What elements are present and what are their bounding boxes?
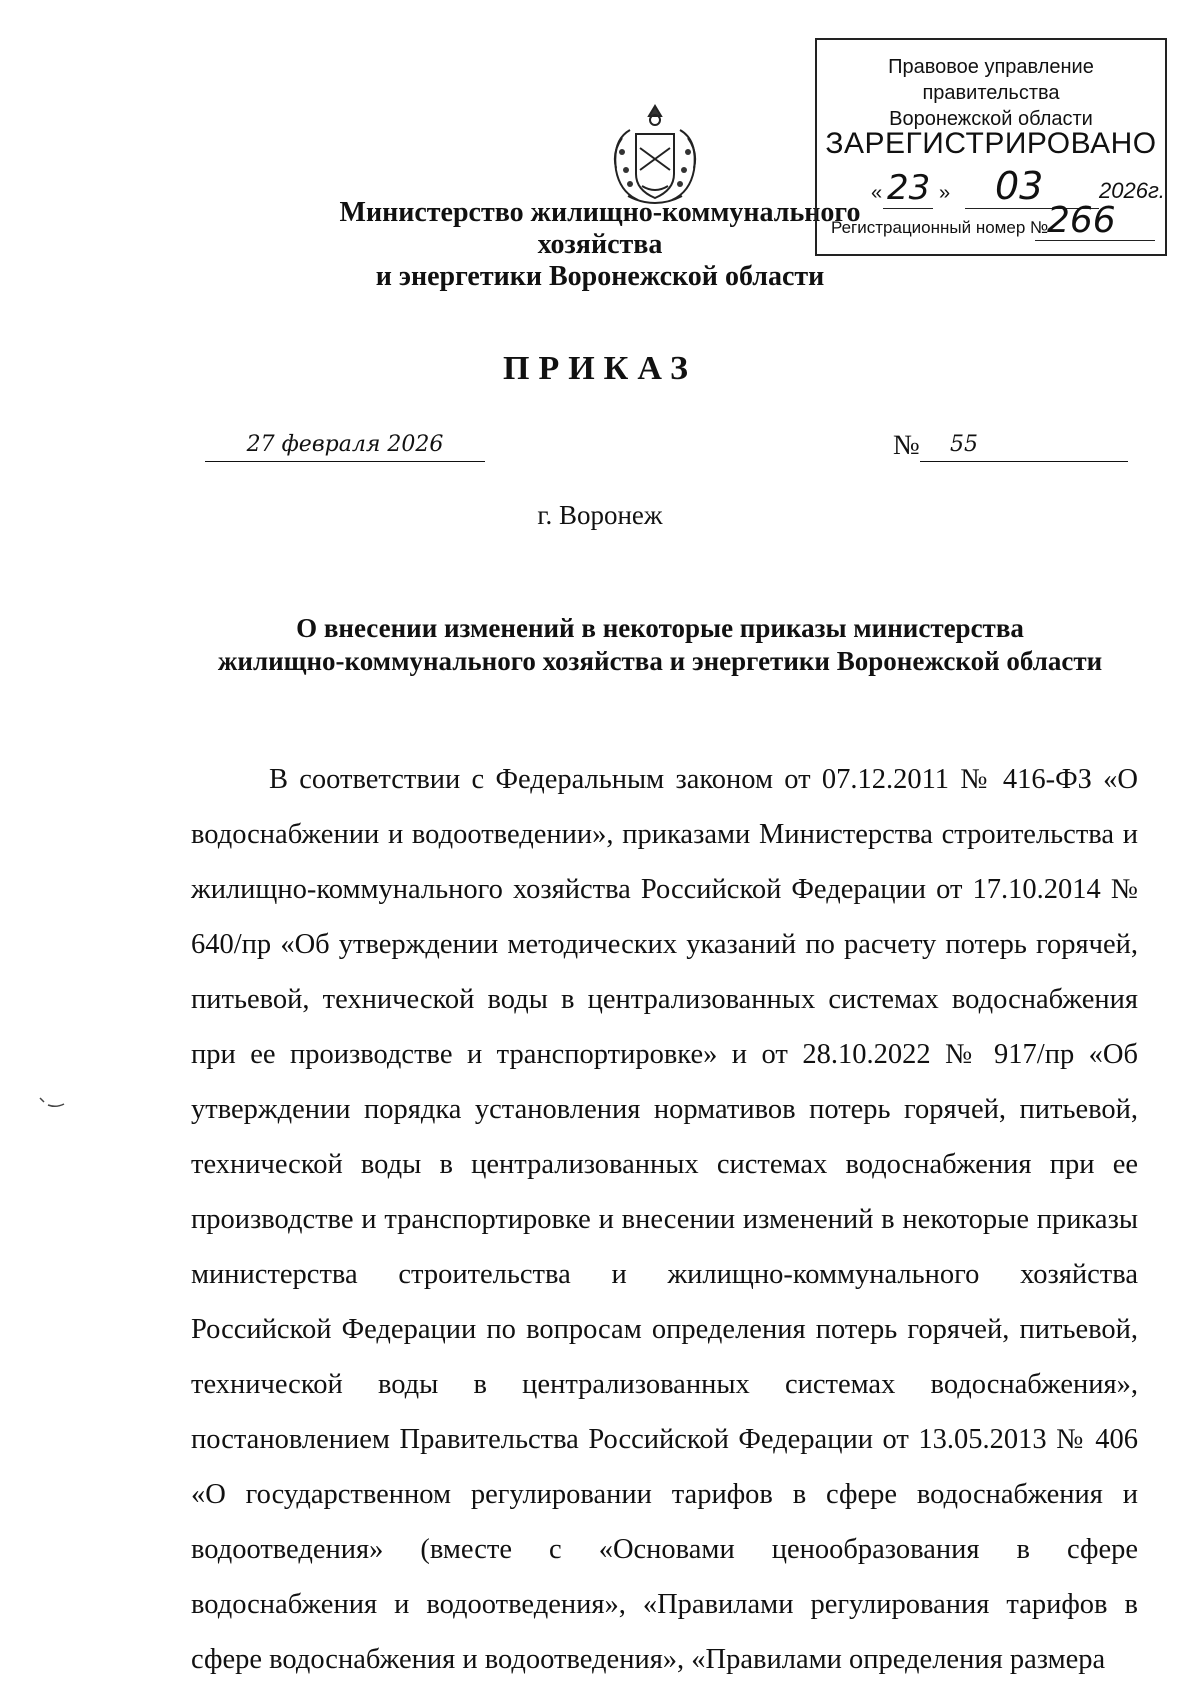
ministry-heading	[300, 197, 900, 293]
order-title: ПРИКАЗ	[503, 350, 697, 387]
stamp-day-line	[883, 208, 933, 209]
stamp-reg-line	[1035, 240, 1155, 241]
order-city: г. Воронеж	[537, 500, 663, 530]
registration-stamp	[815, 38, 1167, 256]
order-subject-line2: жилищно-коммунального хозяйства и энергетики Воронежской области	[217, 646, 1103, 676]
ministry-heading-line1: Министерство жилищно-коммунального хозяйства	[339, 197, 861, 260]
order-number-label: №	[893, 430, 920, 461]
coat-of-arms-emblem	[600, 100, 710, 212]
body-paragraph: В соответствии с Федеральным законом от 07.12.2011 № 416-ФЗ «О водоснабжении и водоотведении», приказами Министерства строительства и жилищно-коммунального хозяйства Российской Федерации от 17.10.2014 № 640/пр «Об утверждении методических указаний по расчету потерь горячей, питьевой, технической воды в централизованных системах водоснабжения при ее производстве и транспортировке» и от 28.10.2022 № 917/пр «Об утверждении порядка установления нормативов потерь горячей, питьевой, технической воды в централизованных системах водоснабжения при ее производстве и транспортировке и внесении изменений в некоторые приказы министерства строительства и жилищно-коммунального хозяйства Российской Федерации по вопросам определения потерь горячей, питьевой, технической воды в централизованных системах водоснабжения», постановлением Правительства Российской Федерации от 13.05.2013 № 406 «О государственном регулировании тарифов в сфере водоснабжения и водоотведения» (вместе с «Основами ценообразования в сфере водоснабжения и водоотведения», «Правилами регулирования тарифов в сфере водоснабжения и водоотведения», «Правилами определения размера	[191, 764, 1138, 1675]
scan-artifact	[38, 1096, 68, 1108]
stamp-month: 03	[995, 164, 1044, 208]
order-number: 55	[920, 432, 1128, 462]
stamp-day: 23	[887, 168, 931, 208]
order-subject	[190, 612, 1130, 678]
stamp-reg-label: Регистрационный номер №	[831, 218, 1049, 237]
order-subject-line1: О внесении изменений в некоторые приказы министерства	[296, 613, 1024, 643]
stamp-quote-close: »	[939, 182, 951, 204]
stamp-reg-number: 266	[1047, 200, 1116, 241]
ministry-heading-line2: и энергетики Воронежской области	[375, 261, 825, 292]
stamp-status: ЗАРЕГИСТРИРОВАНО	[825, 127, 1157, 160]
stamp-org-line2: Воронежской области	[889, 108, 1093, 130]
stamp-quote-open: «	[871, 182, 883, 204]
stamp-organization	[827, 54, 1155, 132]
order-date: 27 февраля 2026	[205, 432, 485, 462]
stamp-year: 2026г.	[1099, 178, 1165, 203]
stamp-org-line1: Правовое управление правительства	[888, 56, 1094, 104]
